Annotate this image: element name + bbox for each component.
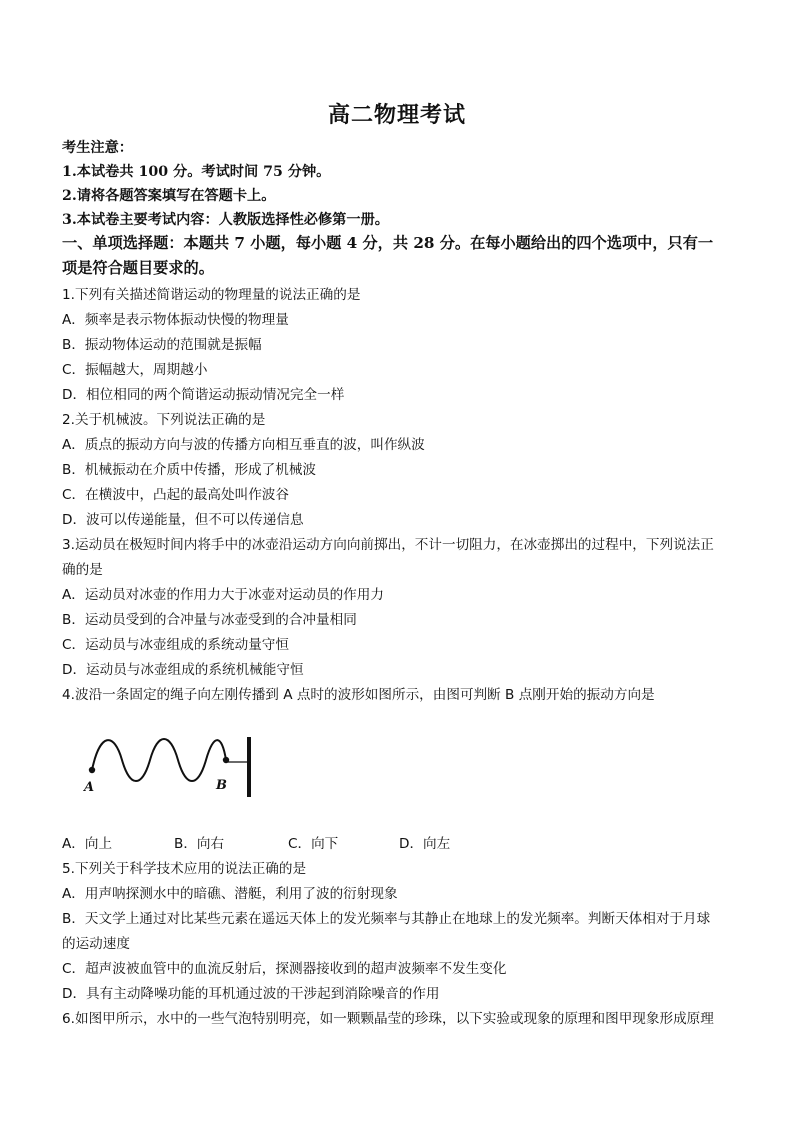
- question-stem: 5.下列关于科学技术应用的说法正确的是: [62, 861, 307, 877]
- option-c: C．向下: [288, 836, 339, 852]
- option-b: B．向右: [174, 836, 225, 852]
- question-stem: 2.关于机械波。下列说法正确的是: [62, 412, 266, 428]
- option-b: B．机械振动在介质中传播，形成了机械波: [62, 462, 317, 478]
- label-b: B: [216, 778, 227, 793]
- notice-item: 1.本试卷共 100 分。考试时间 75 分钟。: [62, 164, 331, 180]
- wall: [247, 737, 251, 797]
- option-a: A．质点的振动方向与波的传播方向相互垂直的波，叫作纵波: [62, 437, 425, 453]
- notice-item: 3.本试卷主要考试内容：人教版选择性必修第一册。: [62, 212, 389, 228]
- question-stem: 6.如图甲所示，水中的一些气泡特别明亮，如一颗颗晶莹的珍珠，以下实验或现象的原理和图甲现象形成原理: [62, 1011, 714, 1027]
- option-a: A．运动员对冰壶的作用力大于冰壶对运动员的作用力: [62, 587, 384, 603]
- option-c: C．运动员与冰壶组成的系统动量守恒: [62, 637, 289, 653]
- notice-item: 2.请将各题答案填写在答题卡上。: [62, 188, 276, 204]
- option-b: B．运动员受到的合冲量与冰壶受到的合冲量相同: [62, 612, 357, 628]
- options-row: [62, 832, 742, 852]
- option-d: D．波可以传递能量，但不可以传递信息: [62, 512, 304, 528]
- option-d: D．向左: [399, 836, 451, 852]
- option-d: D．相位相同的两个简谐运动振动情况完全一样: [62, 387, 345, 403]
- page-title: 高二物理考试: [327, 102, 466, 128]
- option-d: D．具有主动降噪功能的耳机通过波的干涉起到消除噪音的作用: [62, 986, 440, 1002]
- option-c: C．超声波被血管中的血流反射后，探测器接收到的超声波频率不发生变化: [62, 961, 507, 977]
- label-a: A: [84, 780, 95, 795]
- wave-figure: [80, 733, 260, 797]
- notice-heading: 考生注意：: [62, 140, 133, 156]
- option-b-cont: 的运动速度: [62, 936, 130, 952]
- wave-curve: [92, 739, 226, 781]
- point-a-marker: [89, 767, 95, 773]
- question-stem: 4.波沿一条固定的绳子向左刚传播到 A 点时的波形如图所示，由图可判断 B 点刚开始的振动方向是: [62, 687, 655, 703]
- section-heading: 一、单项选择题：本题共 7 小题，每小题 4 分，共 28 分。在每小题给出的四个选项中，只有一: [62, 234, 714, 252]
- option-a: A．向上: [62, 836, 113, 852]
- option-a: A．用声呐探测水中的暗礁、潜艇，利用了波的衍射现象: [62, 886, 398, 902]
- question-stem: 3.运动员在极短时间内将手中的冰壶沿运动方向向前掷出，不计一切阻力，在冰壶掷出的过程中，下列说法正: [62, 537, 714, 553]
- question-stem-cont: 确的是: [62, 562, 103, 578]
- option-b: B．振动物体运动的范围就是振幅: [62, 337, 262, 353]
- option-c: C．振幅越大，周期越小: [62, 362, 208, 378]
- option-a: A．频率是表示物体振动快慢的物理量: [62, 312, 289, 328]
- option-c: C．在横波中，凸起的最高处叫作波谷: [62, 487, 289, 503]
- option-b: B．天文学上通过对比某些元素在遥远天体上的发光频率与其静止在地球上的发光频率。判断天体相对于月球: [62, 911, 711, 927]
- section-heading-cont: 项是符合题目要求的。: [62, 259, 214, 277]
- option-d: D．运动员与冰壶组成的系统机械能守恒: [62, 662, 304, 678]
- question-stem: 1.下列有关描述简谐运动的物理量的说法正确的是: [62, 287, 361, 303]
